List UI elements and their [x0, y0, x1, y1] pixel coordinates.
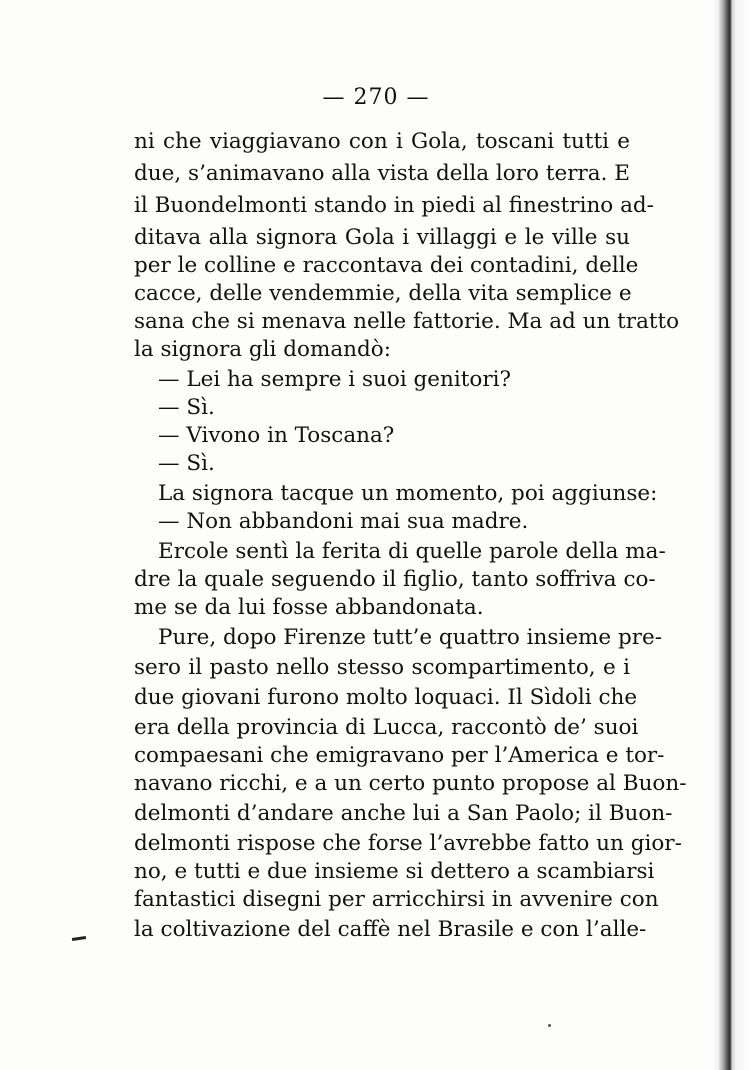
text-line: la coltivazione del caffè nel Brasile e con l’alle- [134, 917, 647, 942]
text-line: fantastici disegni per arricchirsi in avvenire con [134, 887, 659, 912]
text-line: La signora tacque un momento, poi aggiunse: [158, 481, 658, 506]
text-line: la signora gli domandò: [134, 337, 391, 362]
text-line: era della provincia di Lucca, raccontò de’ suoi [134, 715, 639, 740]
dialogue-line: — Non abbandoni mai sua madre. [158, 509, 529, 534]
text-line: compaesani che emigravano per l’America e tor- [134, 743, 665, 768]
text-line: ni che viaggiavano con i Gola, toscani tutti e [134, 129, 630, 154]
ink-dot [548, 1024, 551, 1027]
text-line: due giovani furono molto loquaci. Il Sìdoli che [134, 685, 638, 710]
text-line: no, e tutti e due insieme si dettero a scambiarsi [134, 859, 655, 884]
text-line: Pure, dopo Firenze tutt’e quattro insieme pre- [158, 625, 663, 650]
text-line: cacce, delle vendemmie, della vita semplice e [134, 281, 632, 306]
text-line: sero il pasto nello stesso scompartimento, e i [134, 655, 630, 680]
ink-mark [72, 936, 86, 941]
text-line: ditava alla signora Gola i villaggi e le ville su [134, 225, 630, 250]
dialogue-line: — Sì. [158, 395, 215, 420]
text-line: Ercole sentì la ferita di quelle parole della ma- [158, 539, 666, 564]
text-line: delmonti d’andare anche lui a San Paolo; il Buon- [134, 801, 673, 826]
text-line: il Buondelmonti stando in piedi al finestrino ad- [134, 193, 654, 218]
dialogue-line: — Vivono in Toscana? [158, 423, 395, 448]
text-line: navano ricchi, e a un certo punto propose al Buon- [134, 771, 687, 796]
page-binding-edge [710, 0, 752, 1070]
text-line: delmonti rispose che forse l’avrebbe fatto un gior- [134, 831, 682, 856]
text-line: dre la quale seguendo il figlio, tanto soffriva co- [134, 567, 656, 592]
text-line: per le colline e raccontava dei contadini, delle [134, 253, 639, 278]
text-line: sana che si menava nelle fattorie. Ma ad un tratto [134, 309, 680, 334]
dialogue-line: — Sì. [158, 451, 215, 476]
text-line: me se da lui fosse abbandonata. [134, 595, 484, 620]
dialogue-line: — Lei ha sempre i suoi genitori? [158, 367, 512, 392]
text-line: due, s’animavano alla vista della loro terra. E [134, 161, 630, 186]
page-number: — 270 — [322, 85, 430, 110]
